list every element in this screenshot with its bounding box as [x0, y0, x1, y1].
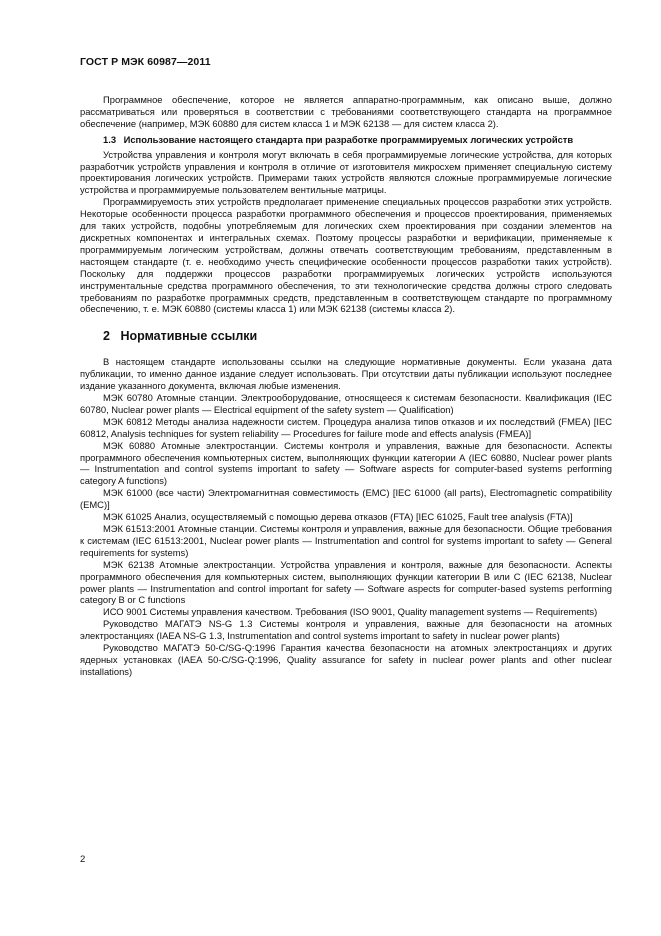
intro-paragraph: Программное обеспечение, которое не является аппаратно-программным, как описано выше, должно рассматриваться или проверяться в соответствии с требованиями соответствующего стандарта на программное обеспечение (например, МЭК 60880 для систем класса 1 и МЭК 62138 — для систем класса 2).: [80, 94, 612, 129]
page-number: 2: [80, 854, 86, 865]
reference-item: Руководство МАГАТЭ NS-G 1.3 Системы контроля и управления, важные для безопасности на атомных электростанциях (IAEA NS-G 1.3, Instrumentation and control systems important to safety in nuclear power plants): [80, 618, 612, 642]
section-intro: В настоящем стандарте использованы ссылки на следующие нормативные документы. Если указана дата публикации, то именно данное издание следует использовать. При отсутствии даты публикации используют последнее издание указанного документа, включая любые изменения.: [80, 356, 612, 392]
subsection-number: 1.3: [103, 133, 117, 145]
document-header: ГОСТ Р МЭК 60987—2011: [80, 56, 211, 68]
reference-item: МЭК 60880 Атомные электростанции. Системы контроля и управления, важные для безопасности. Аспекты программного обеспечения компьютерных систем, выполняющих функции категории А (IEC 60880, Nuclear power plants — Instrumentation and control systems important to safety — Software aspects for computer-based systems performing category A functions): [80, 439, 612, 487]
reference-item: МЭК 60780 Атомные станции. Электрооборудование, относящееся к системам безопасности. Квалификация (IEC 60780, Nuclear power plants — Electrical equipment of the safety system — Qualification): [80, 392, 612, 415]
reference-item: ИСО 9001 Системы управления качеством. Требования (ISO 9001, Quality management systems — Requirements): [103, 606, 598, 618]
reference-item: МЭК 62138 Атомные электростанции. Устройства управления и контроля, важные для безопасности. Аспекты программного обеспечения для компьютерных систем, выполняющих функции категории В или С (IEC 62138, Nuclear power plants — Instrumentation and control important for safety — Software aspects for computer-based systems performing category B or C functions: [80, 558, 612, 606]
subsection-heading: [80, 134, 612, 146]
reference-item: МЭК 61000 (все части) Электромагнитная совместимость (EMC) [IEC 61000 (all parts), Electromagnetic compatibility (EMC)]: [80, 487, 612, 511]
reference-item: МЭК 61025 Анализ, осуществляемый с помощью дерева отказов (FTA) [IEC 61025, Fault tree analysis (FTA)]: [103, 511, 573, 523]
subsection-paragraph-1: Устройства управления и контроля могут включать в себя программируемые логические устройства, для которых разработчик устройств управления и контроля в отличие от изготовителя микросхем применяет специальную систему проектирования логических устройств. Примерами таких устройств являются сложные программируемые логические устройства и программируемые пользователем вентильные матрицы.: [80, 148, 612, 196]
subsection-title: Использование настоящего стандарта при разработке программируемых логических устройств: [123, 133, 574, 145]
section-heading: [103, 329, 612, 343]
document-page: [80, 56, 612, 678]
section-title: Нормативные ссылки: [120, 329, 258, 344]
reference-item: Руководство МАГАТЭ 50-C/SG-Q:1996 Гарантия качества безопасности на атомных электростанциях и других ядерных установках (IAEA 50-C/SG-Q:1996, Quality assurance for safety in nuclear power plants and other nuclear installations): [80, 642, 612, 677]
reference-item: МЭК 60812 Методы анализа надежности систем. Процедура анализа типов отказов и их последствий (FMEA) [IEC 60812, Analysis techniques for system reliability — Procedures for failure mode and effects analysis (FMEA)]: [80, 415, 612, 439]
subsection-paragraph-2: Программируемость этих устройств предполагает применение специальных процессов разработки этих устройств. Некоторые особенности процесса разработки программного обеспечения и процессов проектирования, применяемых для таких устройств, подобны употребляемым для логических схем проектирования при создании элементов на дискретных компонентах и интегральных схемах. Поэтому процессы разработки и верификации, применяемые к программируемым логическим устройствам, должны отвечать соответствующим требованиям, представленным в настоящем стандарте (т. е. необходимо учесть специфические особенности процессов разработки таких устройств). Поскольку для поддержки процессов разработки программируемых логических устройств используются инструментальные средства программного обеспечения, то эти технологические средства должны строго следовать требованиям по разработке программных средств, представленным в соответствующем стандарте по программному обеспечению, т. е. МЭК 60880 (системы класса 1) или МЭК 62138 (системы класса 2).: [80, 196, 612, 315]
section-number: 2: [103, 329, 110, 344]
reference-item: МЭК 61513:2001 Атомные станции. Системы контроля и управления, важные для безопасности. Общие требования к системам (IEC 61513:2001, Nuclear power plants — Instrumentation and control for systems important to safety — General requirements for systems): [80, 523, 612, 558]
